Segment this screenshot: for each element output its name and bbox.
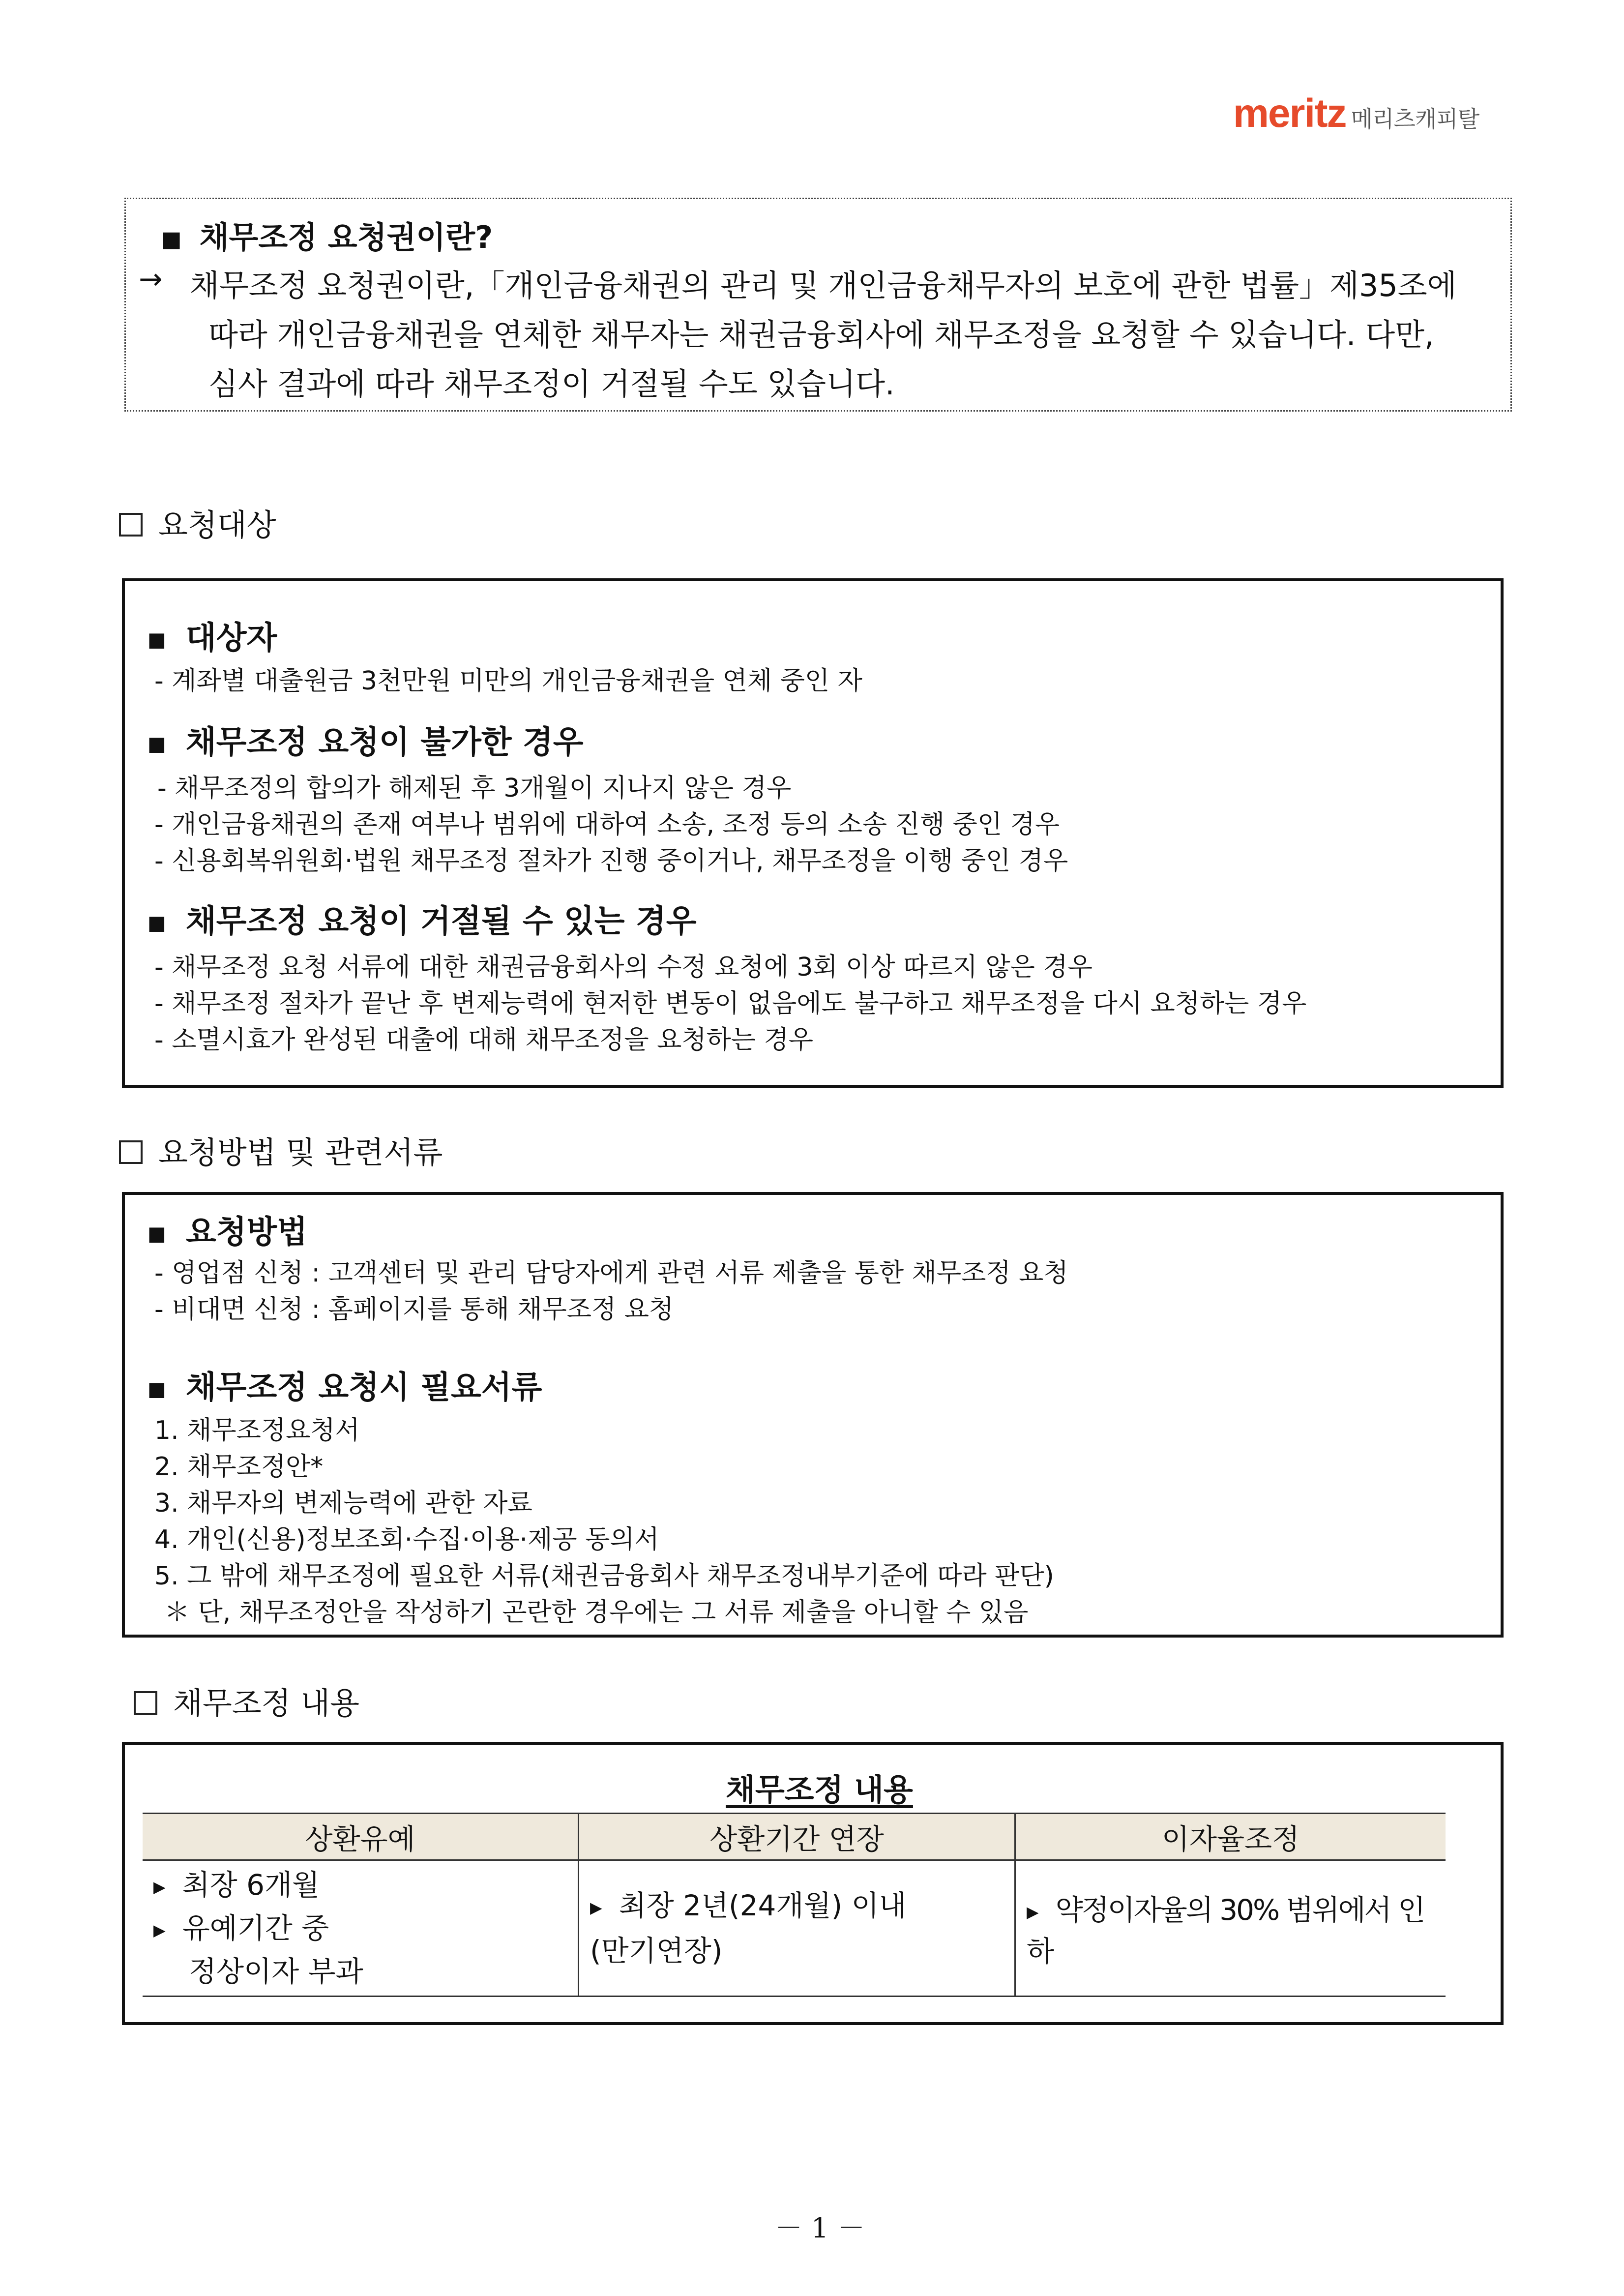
- triangle-bullet-icon: ▶: [153, 1920, 166, 1939]
- square-bullet-icon: ■: [148, 628, 166, 652]
- impossible-item-2: - 개인금융채권의 존재 여부나 범위에 대하여 소송, 조정 등의 소송 진행 중인 경우: [154, 810, 1060, 839]
- square-bullet-icon: ■: [161, 227, 182, 252]
- docs-item-1: 1. 채무조정요청서: [154, 1416, 360, 1445]
- square-bullet-icon: ■: [148, 1378, 166, 1401]
- table-header-cell: 이자율조정: [1015, 1814, 1446, 1860]
- table-header-row: [143, 1814, 1446, 1860]
- table-header-cell: 상환기간 연장: [579, 1814, 1015, 1860]
- docs-item-4: 4. 개인(신용)정보조회·수집·이용·제공 동의서: [154, 1525, 659, 1554]
- intro-title: ■ 채무조정 요청권이란?: [161, 219, 493, 255]
- docs-note: ＊ 단, 채무조정안을 작성하기 곤란한 경우에는 그 서류 제출을 아니할 수 있음: [164, 1598, 1029, 1627]
- section-heading-target: 요청대상: [119, 501, 276, 544]
- square-bullet-icon: ■: [148, 912, 166, 935]
- table-cell-deferment: ▶ 최장 6개월 ▶ 유예기간 중 정상이자 부과: [143, 1860, 579, 1997]
- section-heading-content: 채무조정 내용: [134, 1679, 359, 1723]
- table-cell-extension: ▶ 최장 2년(24개월) 이내 (만기연장): [579, 1860, 1015, 1997]
- intro-line-1: 채무조정 요청권이란,「개인금융채권의 관리 및 개인금융채무자의 보호에 관한 법률」제35조에: [190, 268, 1457, 303]
- reject-title: ■ 채무조정 요청이 거절될 수 있는 경우: [148, 903, 697, 940]
- target-box: [122, 578, 1504, 1088]
- section-heading-method: 요청방법 및 관련서류: [119, 1128, 443, 1172]
- triangle-bullet-icon: ▶: [590, 1898, 602, 1917]
- square-bullet-icon: ■: [148, 1223, 166, 1246]
- intro-line-2: 따라 개인금융채권을 연체한 채무자는 채권금융회사에 채무조정을 요청할 수 있습니다. 다만,: [208, 317, 1434, 353]
- page-number: － 1 －: [775, 2212, 865, 2244]
- table-cell-interest: ▶ 약정이자율의 30% 범위에서 인하: [1015, 1860, 1446, 1997]
- method-box: [122, 1192, 1504, 1638]
- table-header-cell: 상환유예: [143, 1814, 579, 1860]
- impossible-title: ■ 채무조정 요청이 불가한 경우: [148, 724, 584, 761]
- triangle-bullet-icon: ▶: [153, 1878, 166, 1896]
- docs-item-5: 5. 그 밖에 채무조정에 필요한 서류(채권금융회사 채무조정내부기준에 따라 판단): [154, 1561, 1054, 1591]
- docs-title: ■ 채무조정 요청시 필요서류: [148, 1370, 542, 1406]
- table-row: [143, 1860, 1446, 1997]
- triangle-bullet-icon: ▶: [1027, 1902, 1039, 1921]
- docs-item-3: 3. 채무자의 변제능력에 관한 자료: [154, 1489, 532, 1518]
- reject-item-1: - 채무조정 요청 서류에 대한 채권금융회사의 수정 요청에 3회 이상 따르지 않은 경우: [154, 953, 1093, 982]
- method-item-1: - 영업점 신청 : 고객센터 및 관리 담당자에게 관련 서류 제출을 통한 채무조정 요청: [154, 1258, 1068, 1288]
- company-logo: [1233, 90, 1479, 137]
- reject-item-3: - 소멸시효가 완성된 대출에 대해 채무조정을 요청하는 경우: [154, 1025, 814, 1055]
- eligible-title: ■ 대상자: [148, 620, 277, 656]
- checkbox-square-icon: [119, 1140, 143, 1164]
- table-title: 채무조정 내용: [726, 1772, 913, 1808]
- method-title: ■ 요청방법: [148, 1214, 308, 1251]
- logo-mark: meritz: [1233, 91, 1346, 136]
- checkbox-square-icon: [119, 513, 143, 537]
- impossible-item-1: - 채무조정의 합의가 해제된 후 3개월이 지나지 않은 경우: [157, 774, 792, 803]
- intro-box: [124, 198, 1512, 412]
- checkbox-square-icon: [134, 1691, 157, 1715]
- logo-subtitle: 메리츠캐피탈: [1351, 106, 1479, 132]
- intro-line-3: 심사 결과에 따라 채무조정이 거절될 수도 있습니다.: [208, 366, 895, 402]
- square-bullet-icon: ■: [148, 733, 166, 756]
- docs-item-2: 2. 채무조정안*: [154, 1452, 324, 1482]
- impossible-item-3: - 신용회복위원회·법원 채무조정 절차가 진행 중이거나, 채무조정을 이행 중인 경우: [154, 846, 1068, 876]
- reject-item-2: - 채무조정 절차가 끝난 후 변제능력에 현저한 변동이 없음에도 불구하고 채무조정을 다시 요청하는 경우: [154, 989, 1307, 1018]
- adjustment-table: [143, 1813, 1446, 1997]
- eligible-item: - 계좌별 대출원금 3천만원 미만의 개인금융채권을 연체 중인 자: [154, 666, 862, 696]
- method-item-2: - 비대면 신청 : 홈페이지를 통해 채무조정 요청: [154, 1295, 674, 1324]
- arrow-icon: →: [139, 262, 163, 296]
